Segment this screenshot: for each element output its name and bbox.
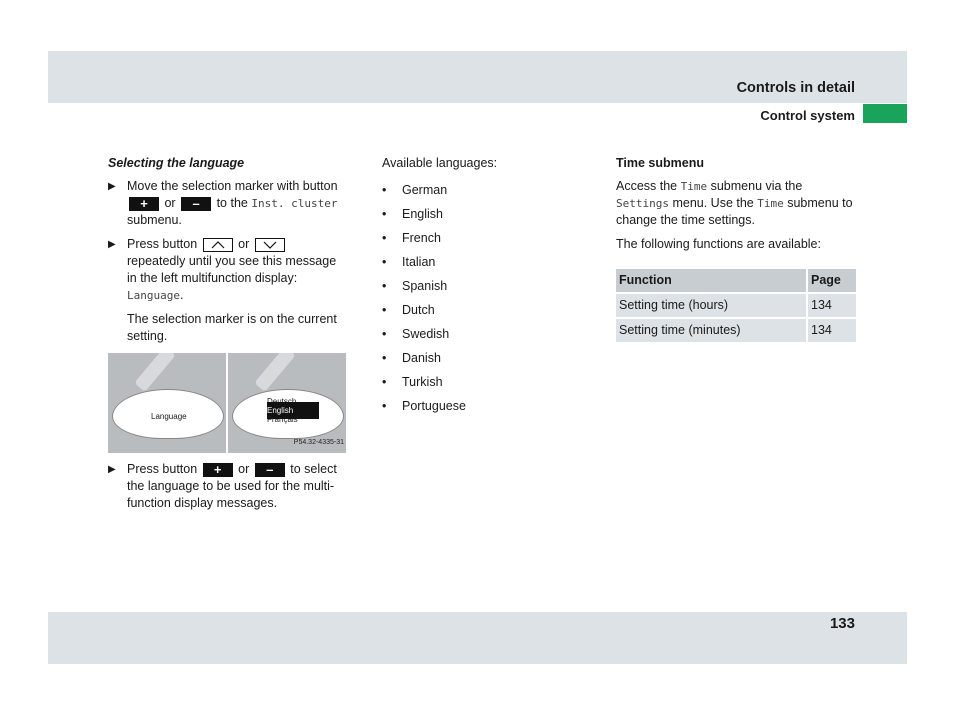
instruction-step-1 (108, 178, 348, 229)
triangle-bullet-icon: ▶ (108, 239, 116, 250)
step-text: . (179, 288, 184, 302)
step-text: to select the language to be used for the multi-function display messages. (127, 462, 337, 510)
list-item: • Spanish (382, 278, 582, 295)
footer-band (48, 612, 907, 664)
list-item: • French (382, 230, 582, 247)
list-item: • Portuguese (382, 398, 582, 415)
lens-label: Language (151, 412, 187, 421)
list-item: • German (382, 182, 582, 199)
display-lens (112, 389, 224, 439)
column-left (108, 155, 348, 519)
table-cell: Setting time (minutes) (616, 319, 806, 342)
list-item: • English (382, 206, 582, 223)
list-item: • Italian (382, 254, 582, 271)
table-cell: Setting time (hours) (616, 294, 806, 317)
needle-graphic (134, 353, 176, 392)
step-text: repeatedly until you see this message in the left multifunction display: (127, 254, 337, 285)
minus-button-icon: – (181, 197, 211, 211)
paragraph-functions: The following functions are available: (616, 237, 821, 251)
section-tab-marker (863, 104, 907, 123)
instruction-step-3 (108, 461, 348, 512)
lens-menu-item-selected: English (267, 402, 319, 419)
instruction-step-2 (108, 236, 348, 304)
note-text: The selection marker is on the current setting. (127, 312, 337, 343)
table-header-page: Page (806, 269, 856, 292)
display-panel-left (108, 353, 226, 453)
step-text: to the (216, 196, 248, 210)
table-row (616, 294, 856, 317)
table-cell: 134 (806, 294, 856, 317)
triangle-bullet-icon: ▶ (108, 181, 116, 192)
language-list (382, 182, 582, 415)
table-header-row (616, 269, 856, 292)
step-text: or (238, 237, 250, 251)
step-text: Press button (127, 237, 198, 251)
lens-menu-item: Français (267, 415, 298, 424)
menu-code-text: Settings (616, 197, 669, 210)
display-figure (108, 353, 346, 453)
page-header-title: Controls in detail (736, 80, 855, 96)
column-right (616, 155, 856, 344)
minus-button-icon: – (255, 463, 285, 477)
menu-code-text: Time (680, 180, 708, 193)
list-item: • Danish (382, 350, 582, 367)
triangle-bullet-icon: ▶ (108, 464, 116, 475)
menu-code-text: Language (127, 289, 180, 302)
section-subtitle: Control system (760, 108, 855, 123)
para-text: submenu to change the time settings. (616, 196, 853, 227)
plus-button-icon: + (129, 197, 159, 211)
column-middle (382, 155, 582, 422)
list-item: • Dutch (382, 302, 582, 319)
table-row (616, 319, 856, 342)
list-item: • Swedish (382, 326, 582, 343)
menu-code-text: Time (757, 197, 784, 210)
step-text: or (238, 462, 250, 476)
table-cell: 134 (806, 319, 856, 342)
para-text: menu. Use the (672, 196, 754, 210)
step-text: submenu. (127, 213, 182, 227)
plus-button-icon: + (203, 463, 233, 477)
functions-table (616, 267, 856, 344)
display-lens (232, 389, 344, 439)
para-text: Access the (616, 179, 678, 193)
languages-intro: Available languages: (382, 156, 498, 170)
needle-graphic (254, 353, 296, 392)
step-text: Press button (127, 462, 198, 476)
paragraph-access (616, 178, 856, 229)
table-header-function: Function (616, 269, 806, 292)
section-heading-time: Time submenu (616, 156, 704, 170)
up-arrow-button-icon (203, 238, 233, 252)
para-text: submenu via the (710, 179, 803, 193)
step-text: or (164, 196, 176, 210)
display-panel-right (228, 353, 346, 453)
menu-code-text: Inst. cluster (251, 197, 338, 210)
section-heading-language: Selecting the language (108, 156, 245, 170)
figure-caption: P54.32-4335-31 (293, 439, 344, 446)
list-item: • Turkish (382, 374, 582, 391)
down-arrow-button-icon (255, 238, 285, 252)
step-text: Move the selection marker with button (127, 179, 338, 193)
page-number: 133 (829, 615, 855, 632)
